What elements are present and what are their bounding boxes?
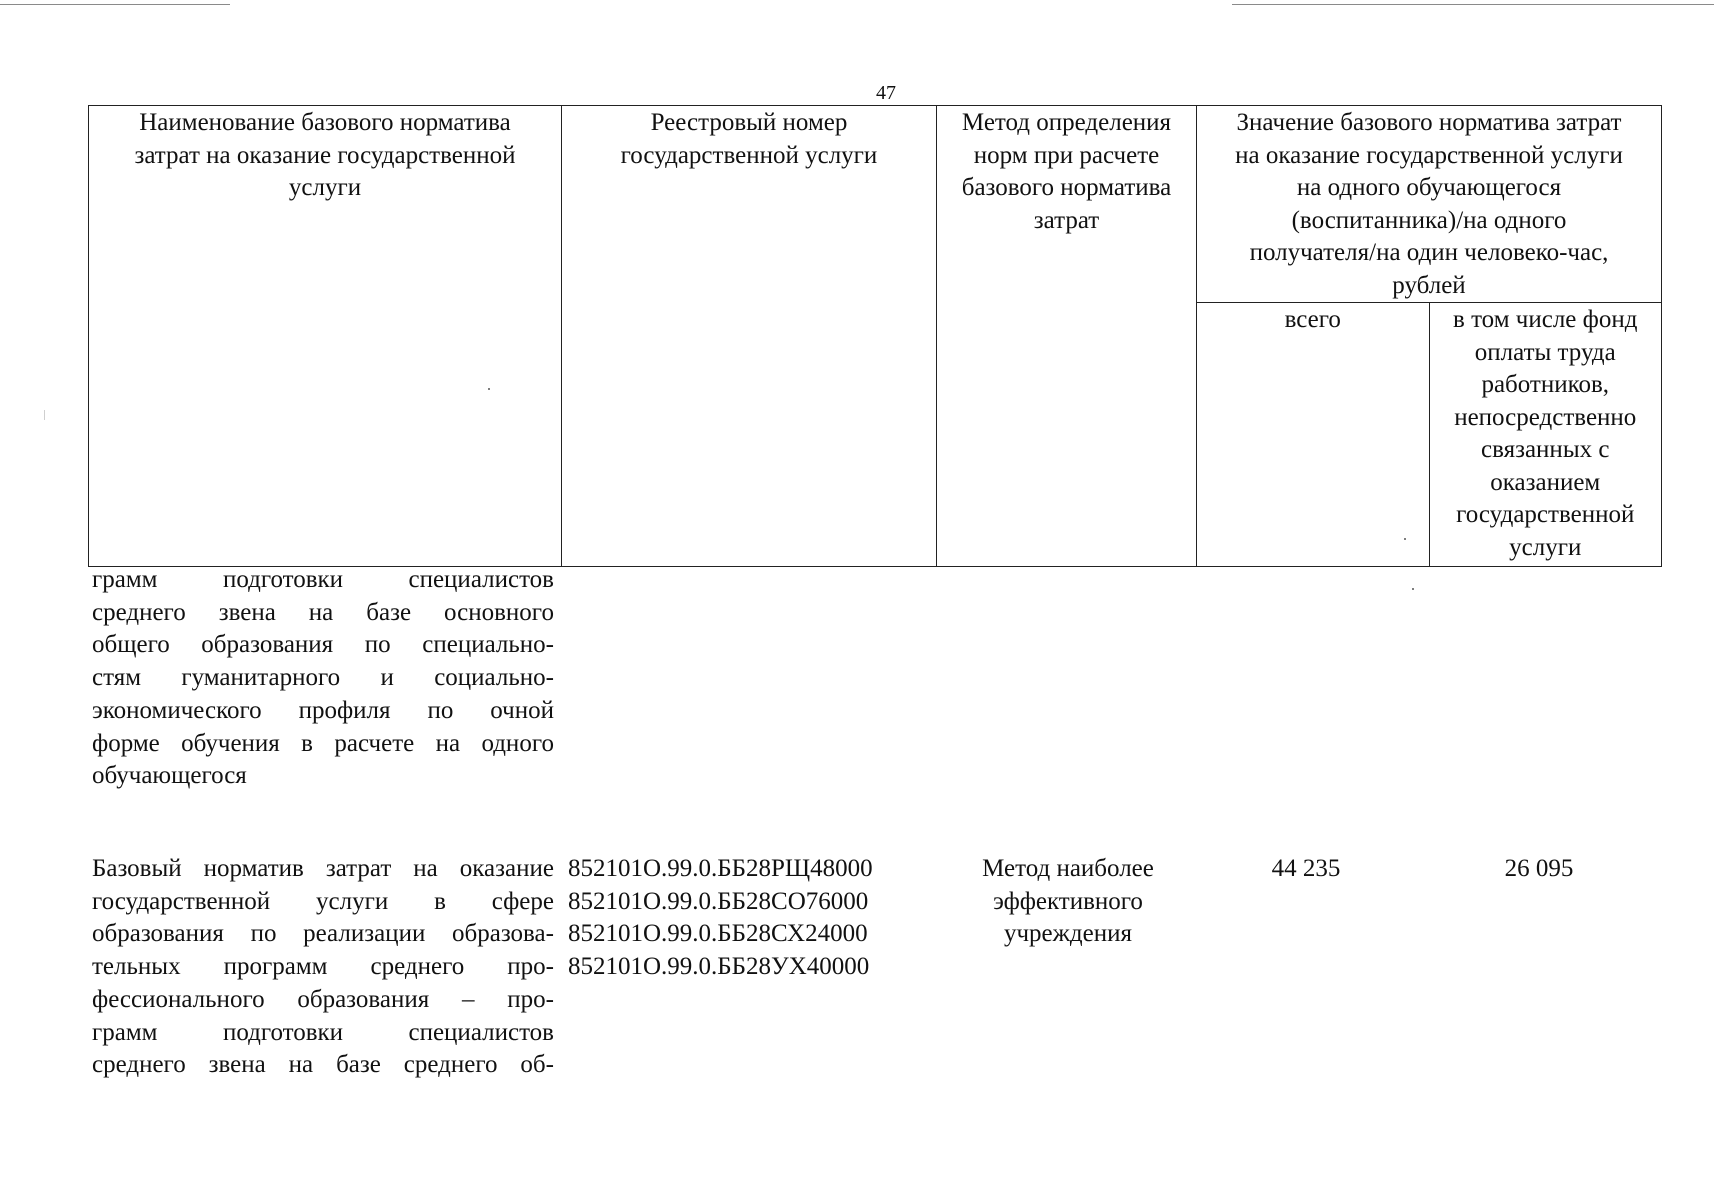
header-name-line: услуги	[288, 174, 362, 201]
name-line	[92, 629, 554, 662]
word: программ	[223, 953, 328, 981]
word: на	[435, 729, 461, 757]
word: специалистов	[408, 1018, 554, 1046]
name-line	[92, 728, 554, 761]
header-cell-registry	[562, 106, 937, 567]
header-cell-fund	[1429, 303, 1662, 567]
fund-value: 26 095	[1504, 855, 1574, 882]
word: среднего	[92, 1051, 186, 1079]
word: социально-	[434, 664, 554, 692]
name-line	[92, 951, 554, 984]
word: общего	[92, 631, 170, 659]
word: базе	[336, 1051, 381, 1079]
word: оказание	[459, 855, 554, 882]
header-value-line: на оказание государственной услуги	[1235, 141, 1623, 169]
header-value-line: (воспитанника)/на одного	[1291, 206, 1567, 234]
header-value-line: рублей	[1392, 271, 1466, 299]
word: фессионального	[92, 985, 265, 1013]
header-method-line: затрат	[1033, 206, 1100, 234]
scan-mark-left	[44, 410, 45, 420]
header-row-main	[89, 106, 1662, 303]
word: в	[301, 729, 313, 757]
header-fund-line: оплаты труда	[1474, 338, 1616, 366]
name-line	[92, 662, 554, 695]
word: среднего	[403, 1051, 498, 1079]
total-value: 44 235	[1271, 855, 1341, 882]
registry-code: 852101О.99.0.ББ28СО76000	[568, 887, 869, 915]
method-line: Метод наиболее	[982, 855, 1154, 882]
header-value-line: на одного обучающегося	[1296, 174, 1562, 201]
word: образования	[297, 985, 430, 1013]
name-line	[92, 1017, 554, 1050]
word: грамм	[92, 566, 158, 593]
word: обучения	[181, 729, 280, 757]
word: на	[413, 855, 438, 882]
word: расчете	[334, 729, 415, 757]
word: реализации	[303, 920, 426, 948]
word: профиля	[298, 696, 391, 724]
header-fund-line: в том числе фонд	[1453, 306, 1638, 333]
name-line	[92, 918, 554, 951]
word: подготовки	[222, 1018, 344, 1046]
method-line: учреждения	[1003, 920, 1132, 948]
word: экономического	[92, 696, 262, 724]
word: звена	[208, 1051, 266, 1079]
name-line	[92, 564, 554, 597]
item-row-name	[92, 853, 554, 1082]
word: сфере	[491, 887, 554, 915]
word: форме	[92, 729, 160, 757]
word: образова-	[452, 920, 554, 948]
word: на	[288, 1051, 314, 1079]
scan-edge-line-right	[1232, 4, 1714, 5]
header-name-line: Наименование базового норматива	[139, 109, 511, 136]
scan-speck	[488, 388, 490, 390]
header-fund-line: работников,	[1481, 371, 1610, 398]
continued-row-name	[92, 564, 554, 793]
header-fund-line: государственной	[1456, 501, 1635, 528]
word: специалистов	[408, 566, 554, 593]
name-line	[92, 886, 554, 919]
header-cell-name	[89, 106, 562, 567]
word: образования	[201, 631, 334, 659]
word: образования	[92, 920, 224, 948]
header-cell-method	[937, 106, 1197, 567]
word: –	[461, 985, 475, 1013]
registry-code: 852101О.99.0.ББ28УХ40000	[568, 953, 870, 981]
header-method-line: Метод определения	[961, 109, 1172, 136]
scan-speck	[1404, 538, 1406, 540]
word: в	[434, 887, 446, 915]
word: специально-	[422, 631, 554, 659]
header-registry-line: государственной услуги	[620, 141, 878, 169]
word: базе	[366, 598, 412, 626]
header-cell-total	[1197, 303, 1430, 567]
header-value-line: Значение базового норматива затрат	[1236, 109, 1622, 136]
page-number: 47	[876, 82, 896, 104]
scan-speck	[1412, 588, 1414, 590]
word: услуги	[316, 887, 389, 915]
header-total-label: всего	[1284, 306, 1341, 333]
word: одного	[481, 729, 554, 757]
registry-codes	[568, 853, 928, 984]
word: и	[380, 664, 394, 692]
header-fund-line: услуги	[1509, 533, 1582, 561]
word: стям	[92, 664, 142, 692]
word: среднего	[92, 598, 186, 626]
word: гуманитарного	[181, 664, 341, 692]
word: среднего	[370, 953, 465, 981]
header-fund-line: оказанием	[1490, 468, 1601, 496]
word: на	[308, 598, 334, 626]
word: об-	[520, 1051, 554, 1079]
word: грамм	[92, 1018, 158, 1046]
word: Базовый	[92, 855, 182, 882]
name-line	[92, 695, 554, 728]
header-registry-line: Реестровый номер	[650, 109, 848, 136]
word: по	[250, 920, 277, 948]
header-value-line: получателя/на один человеко-час,	[1249, 239, 1609, 266]
name-line	[92, 1049, 554, 1082]
header-method-line: норм при расчете	[973, 141, 1160, 169]
header-fund-line: связанных с	[1481, 436, 1610, 463]
word: основного	[444, 598, 554, 626]
name-line	[92, 597, 554, 630]
word: по	[364, 631, 391, 659]
word: норматив	[203, 855, 304, 882]
word: очной	[490, 696, 554, 724]
name-line	[92, 984, 554, 1017]
header-method-line: базового норматива	[961, 174, 1172, 201]
table-header	[88, 105, 1662, 567]
registry-code: 852101О.99.0.ББ28СХ24000	[568, 920, 868, 948]
word: подготовки	[222, 566, 344, 593]
word: тельных	[92, 953, 181, 981]
header-cell-value	[1197, 106, 1662, 303]
registry-code: 852101О.99.0.ББ28РЩ48000	[568, 855, 873, 882]
word: про-	[507, 985, 554, 1013]
word: государственной	[92, 887, 271, 915]
header-name-line: затрат на оказание государственной	[134, 141, 516, 169]
word: звена	[218, 598, 276, 626]
name-line	[92, 853, 554, 886]
name-line-last: обучающегося	[92, 762, 247, 790]
word: по	[427, 696, 454, 724]
method-line: эффективного	[993, 887, 1143, 915]
method-value	[938, 853, 1198, 951]
word: про-	[507, 953, 554, 981]
scan-edge-line-left	[0, 4, 230, 5]
word: затрат	[325, 855, 392, 882]
header-fund-line: непосредственно	[1454, 403, 1637, 431]
